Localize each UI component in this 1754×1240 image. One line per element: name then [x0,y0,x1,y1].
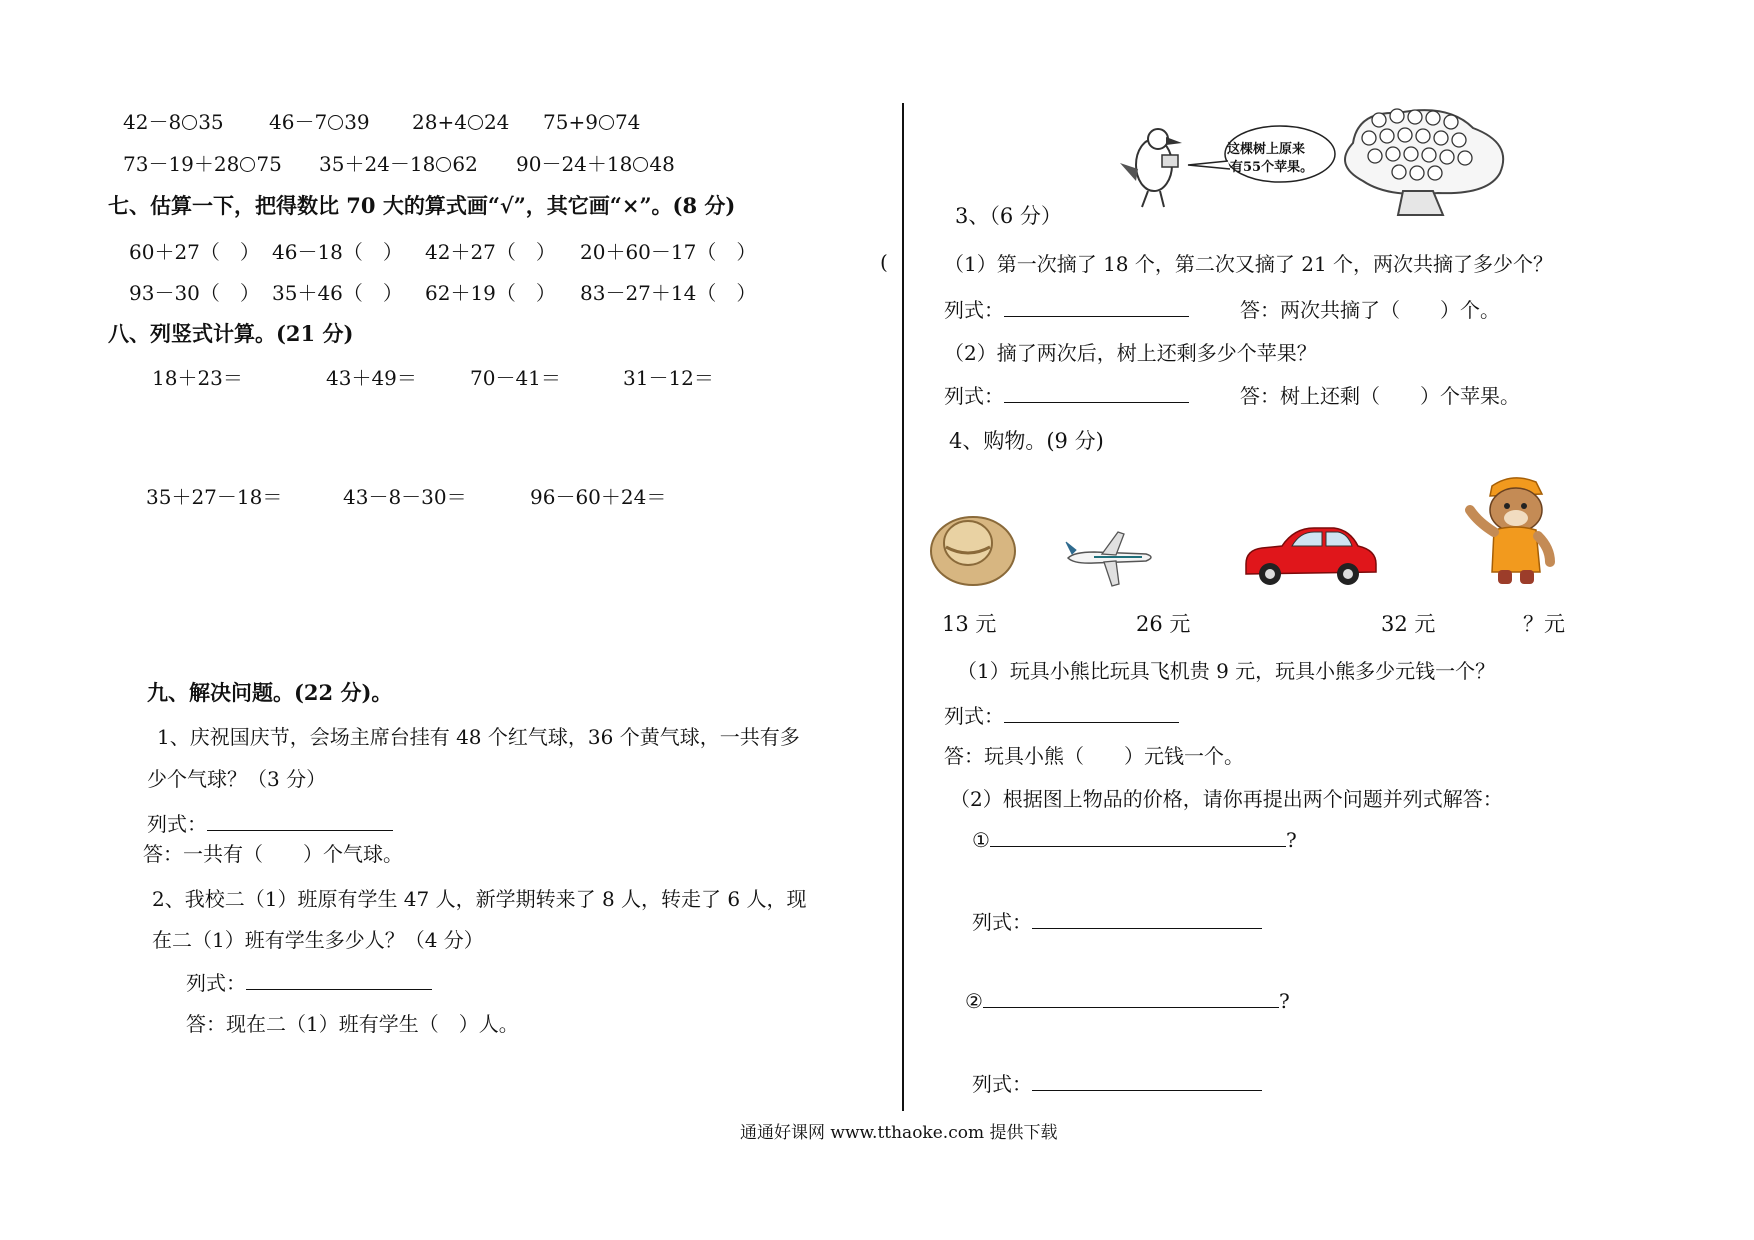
estimate-item[interactable]: 20＋60－17（ ） [580,240,757,264]
q4-part1-answer: 答：玩具小熊（ ）元钱一个。 [944,744,1244,768]
calc-item: 35＋27－18＝ [146,485,283,509]
q4-title: 4、购物。(9 分) [949,429,1104,453]
q2-answer: 答：现在二（1）班有学生（ ）人。 [186,1012,519,1036]
estimate-item[interactable]: 42＋27（ ） [425,240,556,264]
compare-item: 75+9 74 [543,110,641,134]
estimate-item[interactable]: 93－30（ ） [129,281,260,305]
price-plane: 26 元 [1136,612,1191,636]
compare-item: 46－7 39 [269,110,370,134]
question-blank[interactable] [990,826,1286,847]
q4-part1: （1）玩具小熊比玩具飞机贵 9 元，玩具小熊多少元钱一个？ [957,659,1496,683]
formula-blank[interactable] [1004,382,1189,403]
calc-item: 43＋49＝ [326,366,417,390]
bird-icon [1120,129,1182,207]
q3-part1-answer: 答：两次共摘了（ ）个。 [1240,298,1500,322]
formula-label: 列式： [944,704,1004,728]
q2-text-line1: 2、我校二（1）班原有学生 47 人，新学期转来了 8 人，转走了 6 人，现 [152,887,807,911]
compare-item: 28+4 24 [412,110,510,134]
q3-part2-formula [944,380,1189,409]
formula-label: 列式： [972,910,1032,934]
q4-question-2 [965,987,1290,1013]
circled-number: ② [965,989,983,1013]
q3-part1: （1）第一次摘了 18 个，第二次又摘了 21 个，两次共摘了多少个？ [944,252,1554,276]
formula-blank[interactable] [207,810,393,831]
formula-label: 列式： [944,384,1004,408]
compare-item: 35＋24－18 62 [319,152,478,176]
column-divider [902,103,904,1111]
vertical-calc-row-2 [146,481,666,510]
footer-credit: 通通好课网 www.tthaoke.com 提供下载 [740,1123,1058,1143]
circled-number: ① [972,828,990,852]
q1-text-line2: 少个气球？（3 分） [147,767,327,791]
estimate-item[interactable]: 46－18（ ） [272,240,403,264]
q2-text-line2: 在二（1）班有学生多少人？（4 分） [152,928,484,952]
compare-circle[interactable] [468,115,483,130]
q1-formula [147,808,393,837]
toy-plane-icon [1064,530,1156,590]
straw-hat-icon [928,507,1018,589]
price-hat: 13 元 [942,612,997,636]
compare-circle[interactable] [633,157,648,172]
estimate-item[interactable]: 83－27＋14（ ） [580,281,757,305]
q4-question-1 [972,826,1297,852]
estimate-item[interactable]: 62＋19（ ） [425,281,556,305]
stray-paren: ( [880,250,888,274]
formula-label: 列式： [972,1072,1032,1096]
formula-label: 列式： [147,812,207,836]
apples [1355,108,1485,193]
price-car: 32 元 [1381,612,1436,636]
price-bear: ？元 [1523,612,1565,636]
calc-item: 70－41＝ [470,366,561,390]
q3-title: 3、（6 分） [955,204,1062,228]
compare-circle[interactable] [240,157,255,172]
q3-part2: （2）摘了两次后，树上还剩多少个苹果？ [944,341,1317,365]
formula-blank[interactable] [1004,702,1179,723]
compare-circle[interactable] [182,115,197,130]
formula-blank[interactable] [1032,1070,1262,1091]
estimate-item[interactable]: 35＋46（ ） [272,281,403,305]
compare-item: 73－19＋28 75 [123,152,282,176]
question-mark: ? [1285,828,1297,852]
question-blank[interactable] [983,987,1279,1008]
compare-item: 42－8 35 [123,110,224,134]
q2-formula [186,967,432,996]
compare-item: 90－24＋18 48 [516,152,675,176]
formula-blank[interactable] [1032,908,1262,929]
vertical-calc-row-1 [152,362,714,391]
q3-part1-formula [944,294,1189,323]
speech-line-1: 这棵树上原来 [1227,142,1306,157]
calc-item: 31－12＝ [623,366,714,390]
formula-blank[interactable] [246,969,432,990]
compare-circle[interactable] [328,115,343,130]
compare-circle[interactable] [436,157,451,172]
q4-formula-2 [972,1068,1262,1097]
estimate-item[interactable]: 60＋27（ ） [129,240,260,264]
q1-text-line1: 1、庆祝国庆节，会场主席台挂有 48 个红气球，36 个黄气球，一共有多 [157,725,800,749]
compare-row-1 [123,106,640,135]
formula-label: 列式： [944,298,1004,322]
calc-item: 43－8－30＝ [343,485,467,509]
q4-part2: （2）根据图上物品的价格，请你再提出两个问题并列式解答： [950,787,1503,811]
formula-blank[interactable] [1004,296,1189,317]
q3-part2-answer: 答：树上还剩（ ）个苹果。 [1240,384,1520,408]
section-7-title: 七、估算一下，把得数比 70 大的算式画“√”，其它画“×”。(8 分) [108,193,736,218]
section-8-title: 八、列竖式计算。(21 分) [108,321,354,346]
calc-item: 96－60＋24＝ [530,485,667,509]
calc-item: 18＋23＝ [152,366,243,390]
toy-car-icon [1242,520,1378,592]
speech-line-2: 有55个苹果。 [1230,160,1314,175]
toy-bear-icon [1460,470,1560,590]
section-9-title: 九、解决问题。(22 分)。 [147,680,393,705]
compare-row-2 [123,148,675,177]
q4-formula-1 [972,906,1262,935]
q1-answer: 答：一共有（ ）个气球。 [143,842,403,866]
formula-label: 列式： [186,971,246,995]
estimate-row-2 [129,277,756,306]
q4-part1-formula [944,700,1179,729]
question-mark: ? [1278,989,1290,1013]
compare-circle[interactable] [599,115,614,130]
estimate-row-1 [129,236,756,265]
